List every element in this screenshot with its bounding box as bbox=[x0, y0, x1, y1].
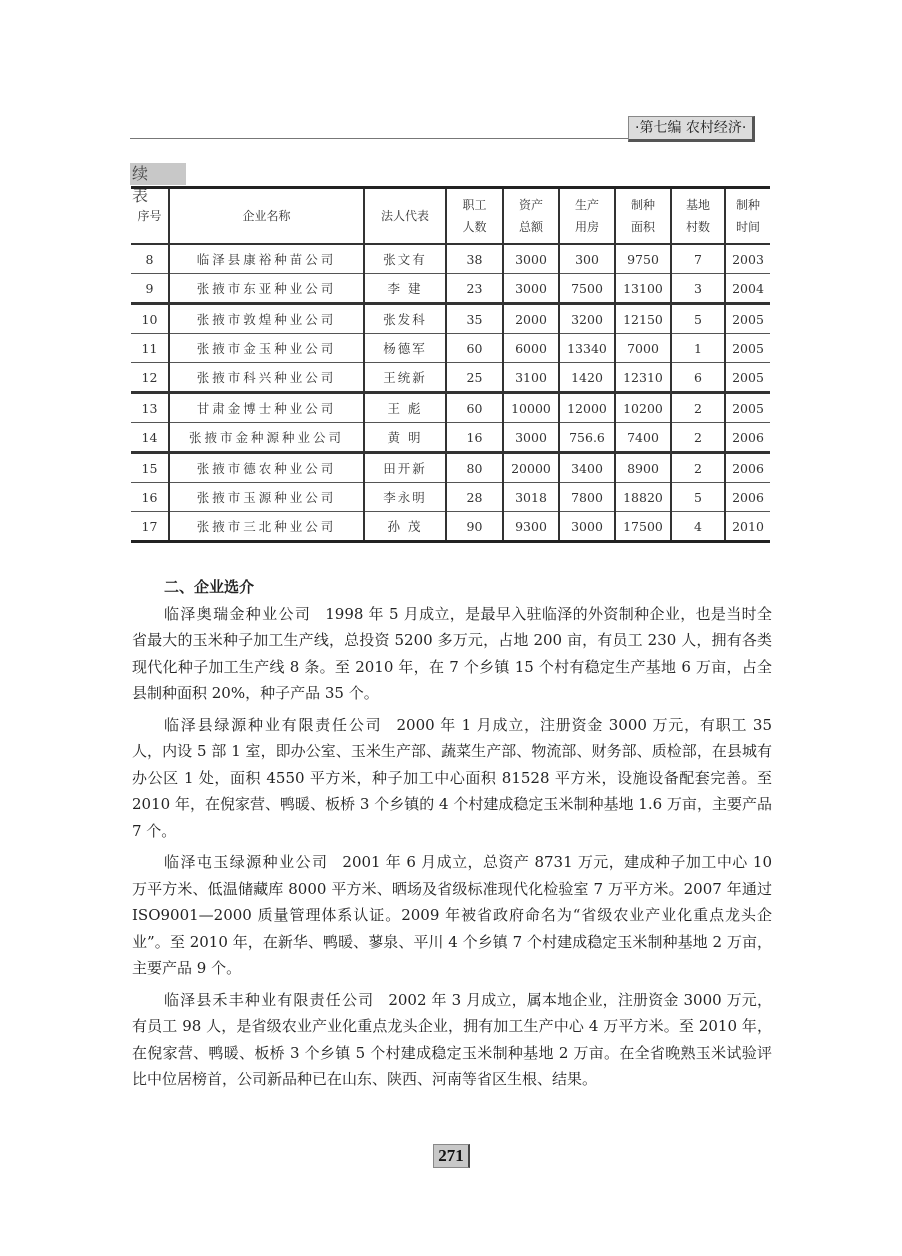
cell-building: 3200 bbox=[559, 304, 615, 334]
cell-assets: 3000 bbox=[503, 244, 559, 274]
cell-area: 10200 bbox=[615, 393, 671, 423]
cell-building: 13340 bbox=[559, 334, 615, 363]
column-header bbox=[615, 188, 671, 245]
cell-rep: 黄 明 bbox=[364, 423, 446, 453]
company-paragraph bbox=[132, 849, 772, 982]
cell-assets: 20000 bbox=[503, 453, 559, 483]
cell-area: 13100 bbox=[615, 274, 671, 304]
cell-staff: 38 bbox=[446, 244, 503, 274]
cell-assets: 3100 bbox=[503, 363, 559, 393]
cell-villages: 5 bbox=[671, 304, 725, 334]
cell-no: 15 bbox=[141, 460, 158, 476]
cell-building: 3000 bbox=[559, 512, 615, 542]
table-row bbox=[131, 334, 770, 363]
cell-name: 张掖市敦煌种业公司 bbox=[169, 304, 364, 334]
company-name: 临泽奥瑞金种业公司 bbox=[164, 604, 312, 623]
column-header-label: 基地村数 bbox=[685, 198, 710, 234]
cell-year: 2003 bbox=[725, 244, 770, 274]
cell-assets: 10000 bbox=[503, 393, 559, 423]
cell-no: 17 bbox=[141, 518, 158, 534]
article-body bbox=[132, 574, 772, 1098]
company-name: 临泽屯玉绿源种业公司 bbox=[164, 853, 329, 871]
cell-rep: 孙 茂 bbox=[364, 512, 446, 542]
cell-area: 18820 bbox=[615, 483, 671, 512]
cell-building: 1420 bbox=[559, 363, 615, 393]
cell-building: 3400 bbox=[559, 453, 615, 483]
cell-villages: 4 bbox=[671, 512, 725, 542]
column-header-label: 法人代表 bbox=[380, 209, 429, 223]
cell-name: 张掖市金玉种业公司 bbox=[169, 334, 364, 363]
column-header bbox=[671, 188, 725, 245]
cell-area: 17500 bbox=[615, 512, 671, 542]
cell-villages: 3 bbox=[671, 274, 725, 304]
cell-no: 12 bbox=[141, 369, 158, 385]
cell-year: 2010 bbox=[725, 512, 770, 542]
cell-year: 2006 bbox=[725, 483, 770, 512]
cell-no: 14 bbox=[141, 429, 158, 445]
column-header-label: 企业名称 bbox=[242, 209, 291, 223]
column-header-label: 生产用房 bbox=[574, 198, 599, 234]
column-header-label: 制种面积 bbox=[630, 198, 655, 234]
cell-name: 张掖市玉源种业公司 bbox=[169, 483, 364, 512]
company-paragraph bbox=[132, 601, 772, 707]
cell-staff: 60 bbox=[446, 393, 503, 423]
company-description: 1998 年 5 月成立，是最早入驻临泽的外资制种企业，也是当时全省最大的玉米种子加工生产线，总投资 5200 多万元，占地 200 亩，有员工 230 人，拥有各类现代化种子加工生产线 8 条。至 2010 年，在 7 个乡镇 15 个村有稳定生产基地 6 万亩，占全县制种面积 20%，种子产品 35 个。 bbox=[132, 604, 772, 702]
cell-year: 2005 bbox=[725, 363, 770, 393]
header-rule bbox=[130, 138, 646, 139]
cell-rep: 张文有 bbox=[364, 244, 446, 274]
company-name: 临泽县绿源种业有限责任公司 bbox=[164, 715, 383, 734]
cell-no: 13 bbox=[141, 400, 158, 416]
column-header-label: 资产总额 bbox=[518, 198, 543, 234]
company-paragraph bbox=[132, 987, 772, 1093]
cell-assets: 2000 bbox=[503, 304, 559, 334]
table-row bbox=[131, 244, 770, 274]
cell-no: 11 bbox=[141, 340, 158, 356]
cell-name: 张掖市德农种业公司 bbox=[169, 453, 364, 483]
table-row bbox=[131, 423, 770, 453]
table-row bbox=[131, 393, 770, 423]
table-body bbox=[131, 244, 770, 542]
column-header bbox=[559, 188, 615, 245]
cell-building: 7800 bbox=[559, 483, 615, 512]
cell-staff: 16 bbox=[446, 423, 503, 453]
column-header-label: 职工人数 bbox=[462, 198, 487, 234]
cell-rep: 李永明 bbox=[364, 483, 446, 512]
cell-area: 9750 bbox=[615, 244, 671, 274]
column-header-label: 制种时间 bbox=[735, 198, 760, 234]
cell-no: 10 bbox=[141, 311, 158, 327]
cell-staff: 80 bbox=[446, 453, 503, 483]
column-header bbox=[446, 188, 503, 245]
cell-area: 8900 bbox=[615, 453, 671, 483]
cell-assets: 9300 bbox=[503, 512, 559, 542]
continued-table-label: 续 表 bbox=[130, 163, 186, 185]
column-header-label: 序号 bbox=[137, 209, 162, 223]
company-description: 2001 年 6 月成立，总资产 8731 万元，建成种子加工中心 10 万平方米、低温储藏库 8000 平方米、晒场及省级标准现代化检验室 7 万平方米。2007 年通过 ISO9001—2000 质量管理体系认证。2009 年被省政府命名为“省级农业产业化重点龙头企业”。至 2010 年，在新华、鸭暖、蓼泉、平川 4 个乡镇 7 个村建成稳定玉米制种基地 2 万亩，主要产品 9 个。 bbox=[132, 853, 772, 977]
column-header bbox=[364, 188, 446, 245]
cell-area: 7000 bbox=[615, 334, 671, 363]
table-row bbox=[131, 274, 770, 304]
column-header bbox=[131, 188, 169, 245]
cell-year: 2005 bbox=[725, 334, 770, 363]
cell-building: 756.6 bbox=[559, 423, 615, 453]
cell-staff: 60 bbox=[446, 334, 503, 363]
cell-year: 2006 bbox=[725, 423, 770, 453]
cell-no: 9 bbox=[145, 280, 154, 296]
cell-villages: 2 bbox=[671, 423, 725, 453]
cell-staff: 25 bbox=[446, 363, 503, 393]
cell-assets: 3000 bbox=[503, 274, 559, 304]
cell-no: 16 bbox=[141, 489, 158, 505]
cell-villages: 5 bbox=[671, 483, 725, 512]
paragraph-list bbox=[132, 601, 772, 1093]
cell-rep: 李 建 bbox=[364, 274, 446, 304]
cell-rep: 田开新 bbox=[364, 453, 446, 483]
cell-no: 8 bbox=[145, 251, 154, 267]
table-row bbox=[131, 512, 770, 542]
cell-assets: 3000 bbox=[503, 423, 559, 453]
cell-name: 张掖市科兴种业公司 bbox=[169, 363, 364, 393]
company-paragraph bbox=[132, 712, 772, 845]
cell-year: 2005 bbox=[725, 393, 770, 423]
cell-area: 7400 bbox=[615, 423, 671, 453]
cell-assets: 3018 bbox=[503, 483, 559, 512]
company-description: 2000 年 1 月成立，注册资金 3000 万元，有职工 35 人，内设 5 部 1 室，即办公室、玉米生产部、蔬菜生产部、物流部、财务部、质检部，在县城有办公区 1 处，面积 4550 平方米，种子加工中心面积 81528 平方米，设施设备配套完善。至 2010 年，在倪家营、鸭暖、板桥 3 个乡镇的 4 个村建成稳定玉米制种基地 1.6 万亩，主要产品 7 个。 bbox=[132, 715, 772, 840]
cell-staff: 35 bbox=[446, 304, 503, 334]
company-description: 2002 年 3 月成立，属本地企业，注册资金 3000 万元，有员工 98 人，是省级农业产业化重点龙头企业，拥有加工生产中心 4 万平方米。至 2010 年，在倪家营、鸭暖、板桥 3 个乡镇 5 个村建成稳定玉米制种基地 2 万亩。在全省晚熟玉米试验评比中位居榜首，公司新品种已在山东、陕西、河南等省区生根、结果。 bbox=[132, 990, 772, 1088]
cell-staff: 28 bbox=[446, 483, 503, 512]
table-row bbox=[131, 363, 770, 393]
column-header bbox=[725, 188, 770, 245]
cell-building: 12000 bbox=[559, 393, 615, 423]
cell-name: 张掖市三北种业公司 bbox=[169, 512, 364, 542]
column-header bbox=[169, 188, 364, 245]
cell-year: 2005 bbox=[725, 304, 770, 334]
table-row bbox=[131, 453, 770, 483]
cell-staff: 23 bbox=[446, 274, 503, 304]
section-heading: 二、企业选介 bbox=[164, 578, 255, 596]
table-row bbox=[131, 304, 770, 334]
cell-rep: 王 彪 bbox=[364, 393, 446, 423]
cell-rep: 张发科 bbox=[364, 304, 446, 334]
cell-rep: 杨德军 bbox=[364, 334, 446, 363]
cell-villages: 2 bbox=[671, 393, 725, 423]
running-head: ·第七编 农村经济· bbox=[628, 116, 755, 142]
cell-year: 2004 bbox=[725, 274, 770, 304]
cell-building: 300 bbox=[559, 244, 615, 274]
table-row bbox=[131, 483, 770, 512]
cell-name: 临泽县康裕种苗公司 bbox=[169, 244, 364, 274]
cell-villages: 1 bbox=[671, 334, 725, 363]
cell-rep: 王统新 bbox=[364, 363, 446, 393]
table-header-row bbox=[131, 188, 770, 245]
cell-year: 2006 bbox=[725, 453, 770, 483]
cell-assets: 6000 bbox=[503, 334, 559, 363]
cell-building: 7500 bbox=[559, 274, 615, 304]
page-number: 271 bbox=[433, 1144, 470, 1168]
cell-villages: 2 bbox=[671, 453, 725, 483]
company-name: 临泽县禾丰种业有限责任公司 bbox=[164, 990, 375, 1009]
cell-area: 12310 bbox=[615, 363, 671, 393]
cell-name: 张掖市金种源种业公司 bbox=[169, 423, 364, 453]
cell-staff: 90 bbox=[446, 512, 503, 542]
cell-name: 甘肃金博士种业公司 bbox=[169, 393, 364, 423]
column-header bbox=[503, 188, 559, 245]
cell-area: 12150 bbox=[615, 304, 671, 334]
seed-company-table bbox=[131, 186, 770, 543]
cell-name: 张掖市东亚种业公司 bbox=[169, 274, 364, 304]
cell-villages: 7 bbox=[671, 244, 725, 274]
cell-villages: 6 bbox=[671, 363, 725, 393]
